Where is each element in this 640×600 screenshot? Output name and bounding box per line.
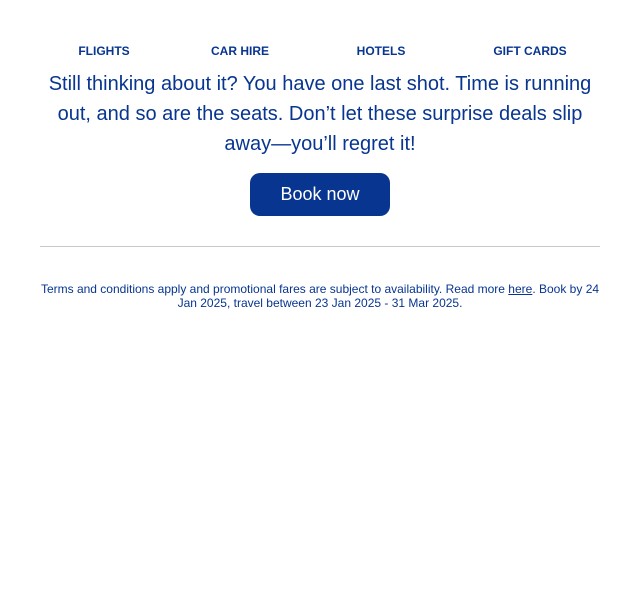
nav-car-hire[interactable]: CAR HIRE — [210, 44, 270, 58]
terms-here-link[interactable]: here — [508, 282, 533, 296]
nav-hotels[interactable]: HOTELS — [356, 44, 406, 58]
top-nav — [0, 44, 640, 60]
terms-and-conditions — [36, 282, 604, 310]
nav-flights[interactable]: FLIGHTS — [78, 44, 130, 58]
divider — [40, 246, 600, 247]
terms-text-after: . Book by 24 Jan 2025, travel between 23 Jan 2025 - 31 Mar 2025. — [177, 282, 600, 310]
nav-gift-cards[interactable]: GIFT CARDS — [493, 44, 567, 58]
book-now-button[interactable]: Book now — [250, 173, 390, 216]
headline-text: Still thinking about it? You have one last shot. Time is running out, and so are the seats. Don’t let these surprise deals slip away—you’ll regret it! — [48, 73, 592, 155]
terms-text-before: Terms and conditions apply and promotional fares are subject to availability. Read more — [40, 282, 509, 296]
